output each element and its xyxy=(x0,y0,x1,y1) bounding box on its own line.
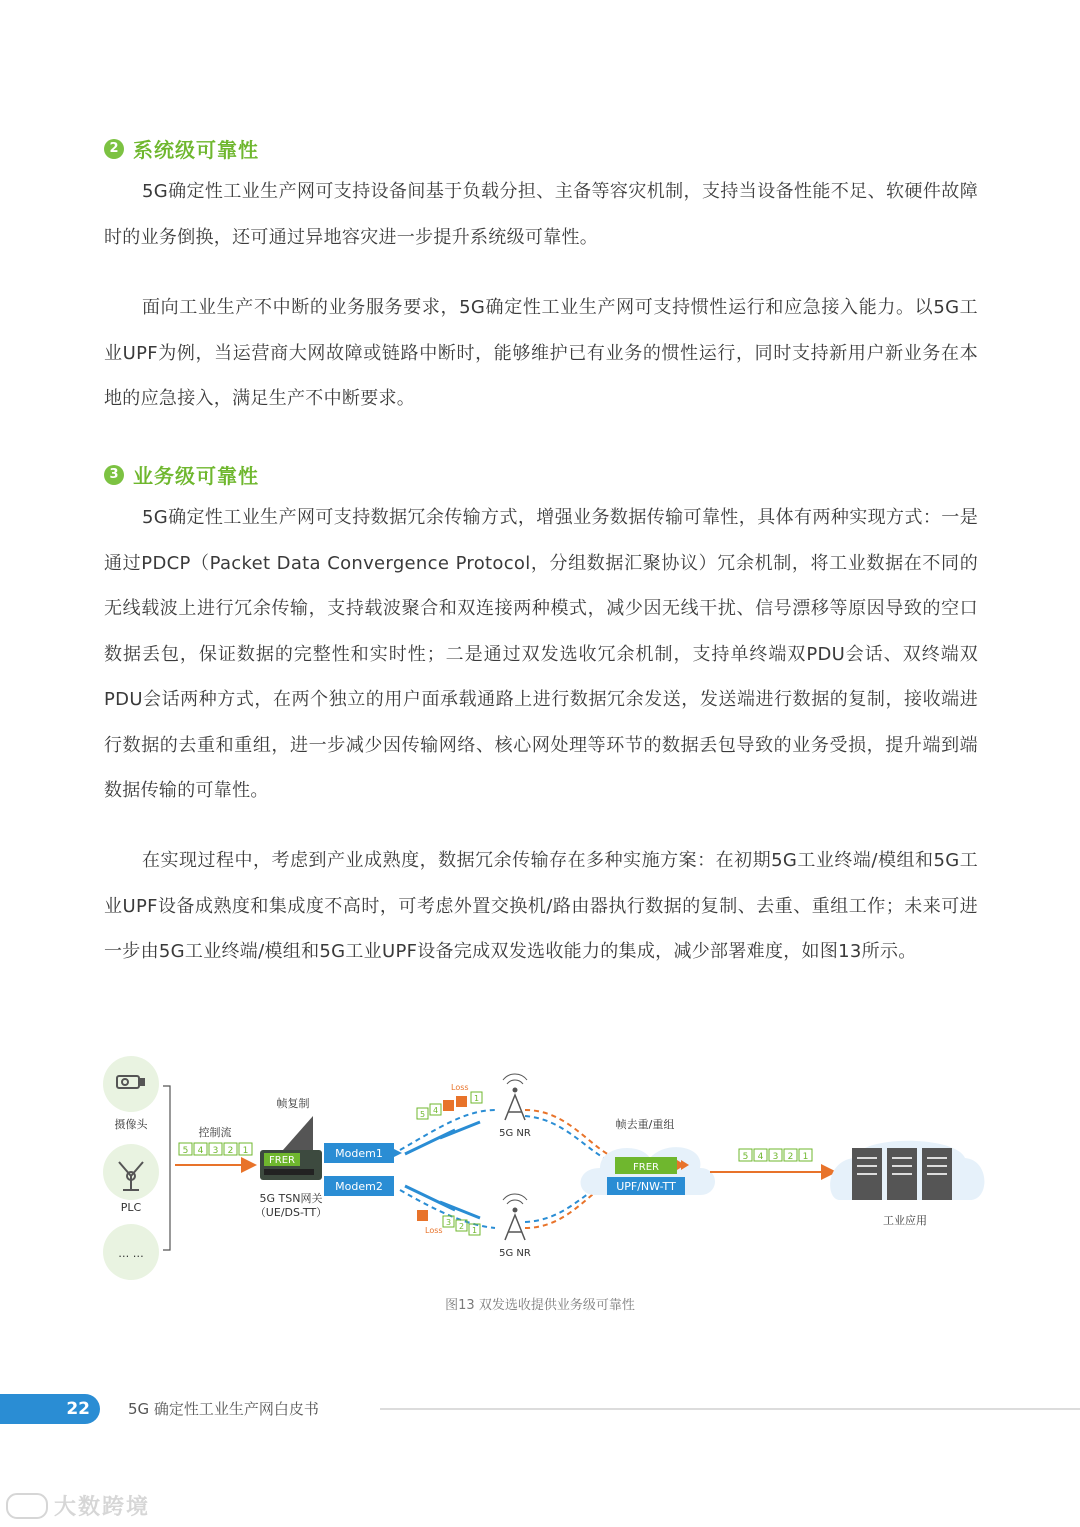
modem2-label: Modem2 xyxy=(335,1180,383,1193)
watermark-text: 大数跨境 xyxy=(54,1495,151,1520)
upf-frer-label: FRER xyxy=(633,1162,659,1173)
bottom-tower-icon xyxy=(503,1194,527,1240)
gateway-label: 5G TSN网关 xyxy=(259,1192,323,1205)
server-icon xyxy=(852,1148,952,1200)
modem1-label: Modem1 xyxy=(335,1147,383,1160)
svg-text:4: 4 xyxy=(432,1106,439,1115)
page-number-badge: 22 xyxy=(0,1394,100,1424)
gateway-frer-label: FRER xyxy=(269,1155,295,1166)
bottom-nr-label: 5G NR xyxy=(499,1248,531,1259)
svg-text:3: 3 xyxy=(445,1218,452,1227)
paragraph-2: 面向工业生产不中断的业务服务要求，5G确定性工业生产网可支持惯性运行和应急接入能力。以5G工业UPF为例，当运营商大网故障或链路中断时，能够维护已有业务的惯性运行，同时支持新用户新业务在本地的应急接入，满足生产不中断要求。 xyxy=(104,297,978,409)
section-number-badge: 3 xyxy=(104,465,124,485)
top-tower-icon xyxy=(503,1074,527,1120)
svg-text:5: 5 xyxy=(182,1146,189,1156)
svg-text:1: 1 xyxy=(471,1226,478,1235)
gateway-sublabel: （UE/DS-TT） xyxy=(254,1206,328,1219)
paragraph-3: 5G确定性工业生产网可支持数据冗余传输方式，增强业务数据传输可靠性，具体有两种实现方式：一是通过PDCP（Packet Data Convergence Protocol，分组数据汇聚协议）冗余机制，将工业数据在不同的无线载波上进行冗余传输，支持载波聚合和双连接两种模式，减少因无线干扰、信号漂移等原因导致的空口数据丢包，保证数据的完整性和实时性；二是通过双发选收冗余机制，支持单终端双PDU会话、双终端双PDU会话两种方式，在两个独立的用户面承载通路上进行数据冗余发送，发送端进行数据的复制，接收端进行数据的去重和重组，进一步减少因传输网络、核心网处理等环节的数据丢包导致的业务受损，提升端到端数据传输的可靠性。 xyxy=(104,507,978,801)
camera-node xyxy=(103,1056,159,1112)
svg-text:3: 3 xyxy=(212,1146,219,1156)
watermark xyxy=(6,1490,150,1521)
frame-copy-label: 帧复制 xyxy=(276,1097,310,1110)
app-label: 工业应用 xyxy=(883,1214,927,1227)
section-number-badge: 2 xyxy=(104,139,124,159)
section-title: 系统级可靠性 xyxy=(133,138,259,162)
control-flow-label: 控制流 xyxy=(198,1126,232,1139)
redundancy-diagram xyxy=(95,1050,985,1290)
packet-stream-in xyxy=(179,1143,252,1156)
svg-text:Loss: Loss xyxy=(425,1226,443,1235)
footer-title: 5G 确定性工业生产网白皮书 xyxy=(128,1400,319,1418)
svg-text:1: 1 xyxy=(802,1152,809,1162)
svg-text:2: 2 xyxy=(227,1146,234,1156)
plc-label: PLC xyxy=(120,1201,142,1214)
upf-label: UPF/NW-TT xyxy=(616,1180,676,1193)
svg-text:Loss: Loss xyxy=(451,1083,469,1092)
svg-text:3: 3 xyxy=(772,1152,779,1162)
gateway-device xyxy=(260,1116,322,1180)
section-title: 业务级可靠性 xyxy=(133,464,259,488)
svg-text:1: 1 xyxy=(473,1094,480,1103)
top-nr-label: 5G NR xyxy=(499,1128,531,1139)
figure-caption: 图13 双发选收提供业务级可靠性 xyxy=(445,1298,635,1313)
paragraph-4: 在实现过程中，考虑到产业成熟度，数据冗余传输存在多种实施方案：在初期5G工业终端/模组和5G工业UPF设备成熟度和集成度不高时，可考虑外置交换机/路由器执行数据的复制、去重、重组工作；未来可进一步由5G工业终端/模组和5G工业UPF设备完成双发选收能力的集成，减少部署难度，如图13所示。 xyxy=(104,850,978,962)
svg-text:5: 5 xyxy=(419,1110,426,1119)
top-link-blue xyxy=(400,1110,495,1150)
section-heading-3 xyxy=(104,460,259,489)
section-heading-2 xyxy=(104,134,259,163)
footer-divider xyxy=(380,1408,1080,1410)
more-label: … … xyxy=(118,1247,144,1260)
paragraph-1: 5G确定性工业生产网可支持设备间基于负载分担、主备等容灾机制，支持当设备性能不足、软硬件故障时的业务倒换，还可通过异地容灾进一步提升系统级可靠性。 xyxy=(104,181,978,248)
svg-text:1: 1 xyxy=(242,1146,249,1156)
watermark-logo-icon xyxy=(6,1493,48,1519)
svg-text:5: 5 xyxy=(742,1152,749,1162)
svg-text:4: 4 xyxy=(197,1146,204,1156)
camera-label: 摄像头 xyxy=(114,1118,148,1131)
dedup-label: 帧去重/重组 xyxy=(615,1118,675,1131)
svg-text:2: 2 xyxy=(787,1152,794,1162)
svg-text:2: 2 xyxy=(458,1222,465,1231)
packet-stream-out xyxy=(739,1149,812,1162)
svg-text:4: 4 xyxy=(757,1152,764,1162)
bracket-line xyxy=(163,1086,170,1250)
